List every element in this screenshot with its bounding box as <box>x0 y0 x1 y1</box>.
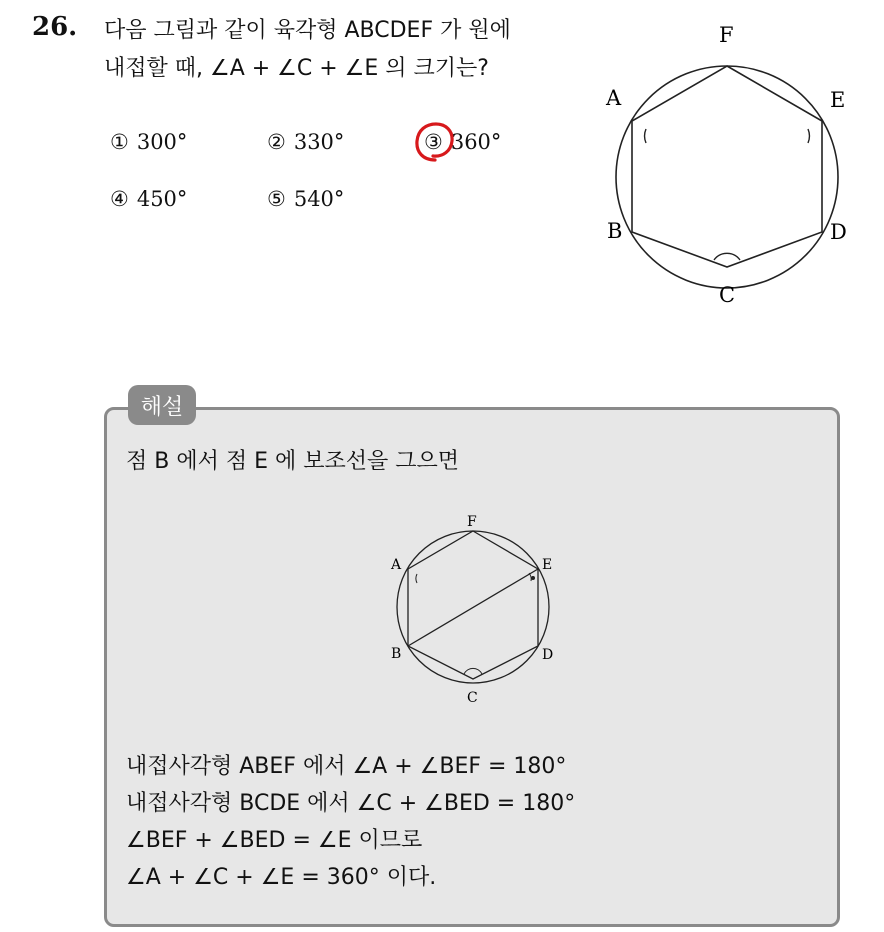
aux-label-A: A <box>391 557 402 573</box>
aux-label-C: C <box>467 690 478 706</box>
choice-2-mark: ② <box>267 130 286 154</box>
explanation-lines <box>126 748 575 896</box>
choice-3-mark: ③ <box>424 130 443 154</box>
vertex-label-F: F <box>719 23 734 47</box>
vertex-label-E: E <box>830 88 846 112</box>
question-text <box>104 12 511 88</box>
aux-angle-arc-A <box>416 574 417 583</box>
aux-angle-dot-E <box>531 576 535 580</box>
angle-arc-C <box>714 253 740 260</box>
aux-label-E: E <box>542 557 553 573</box>
aux-label-D: D <box>542 647 554 663</box>
explanation-line-4: ∠A + ∠C + ∠E = 360° 이다. <box>126 865 437 890</box>
question-line-2: 내접할 때, ∠A + ∠C + ∠E 의 크기는? <box>104 56 489 81</box>
explanation-tab: 해설 <box>128 385 196 425</box>
circumcircle <box>616 66 838 288</box>
explanation-intro: 점 B 에서 점 E 에 보조선을 그으면 <box>126 449 459 474</box>
choice-2-value: 330° <box>293 130 345 154</box>
auxiliary-line-BE <box>408 569 538 646</box>
choice-4-value: 450° <box>136 187 188 211</box>
choice-5-value: 540° <box>293 187 345 211</box>
selected-answer-circle-mark <box>413 120 457 164</box>
hexagon-polygon <box>632 66 822 267</box>
choice-2[interactable] <box>267 130 344 154</box>
angle-arc-A <box>645 129 646 143</box>
vertex-label-D: D <box>830 220 847 244</box>
vertex-label-C: C <box>719 283 736 307</box>
aux-label-B: B <box>391 646 402 662</box>
aux-hexagon-polygon <box>408 531 538 679</box>
explanation-line-1: 내접사각형 ABEF 에서 ∠A + ∠BEF = 180° <box>126 754 567 779</box>
question-line-1: 다음 그림과 같이 육각형 ABCDEF 가 원에 <box>104 18 511 43</box>
choice-4[interactable] <box>110 187 187 211</box>
vertex-label-B: B <box>607 219 623 243</box>
choice-5[interactable] <box>267 187 344 211</box>
angle-arc-E <box>808 129 809 143</box>
vertex-label-A: A <box>606 86 622 110</box>
choice-4-mark: ④ <box>110 187 129 211</box>
hexagon-figure <box>590 20 870 315</box>
choice-1-value: 300° <box>136 130 188 154</box>
explanation-line-3: ∠BEF + ∠BED = ∠E 이므로 <box>126 828 423 853</box>
aux-angle-arc-C <box>464 668 482 674</box>
choice-1-mark: ① <box>110 130 129 154</box>
aux-angle-arc-E <box>529 573 531 581</box>
explanation-line-2: 내접사각형 BCDE 에서 ∠C + ∠BED = 180° <box>126 791 576 816</box>
aux-label-F: F <box>467 514 477 530</box>
choice-1[interactable] <box>110 130 187 154</box>
choice-3-value: 360° <box>450 130 502 154</box>
choice-5-mark: ⑤ <box>267 187 286 211</box>
auxiliary-figure <box>380 510 570 710</box>
question-number: 26. <box>32 12 78 42</box>
